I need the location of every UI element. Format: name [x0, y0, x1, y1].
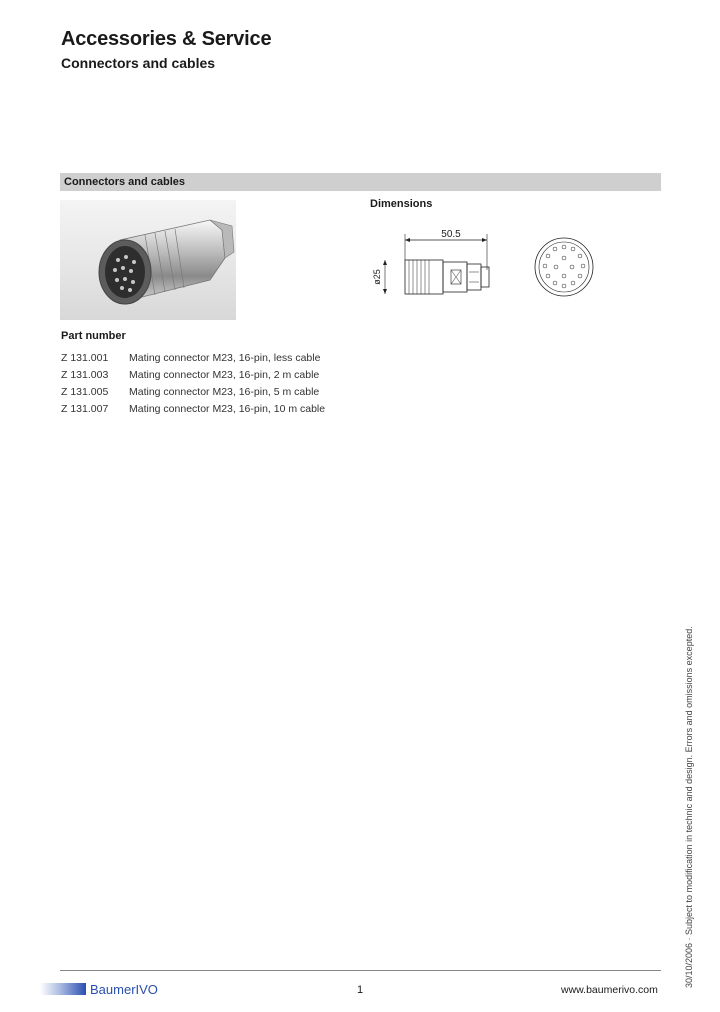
- page-subtitle: Connectors and cables: [61, 55, 216, 71]
- part-list: [61, 350, 325, 418]
- logo-text: BaumerIVO: [90, 981, 158, 997]
- part-description: Mating connector M23, 16-pin, 2 m cable: [129, 369, 320, 381]
- section-header: [60, 173, 661, 191]
- part-code: Z 131.001: [61, 352, 109, 364]
- part-description: Mating connector M23, 16-pin, 10 m cable: [129, 403, 326, 415]
- legal-note: 30/10/2006 · Subject to modification in technic and design. Errors and omissions excepted.: [684, 626, 694, 988]
- list-item: [61, 350, 325, 367]
- pin-layout-drawing: [533, 236, 595, 298]
- list-item: [61, 384, 325, 401]
- page-number: 1: [357, 984, 364, 996]
- diameter-dimension: ø25: [372, 269, 382, 285]
- logo-bars-icon: [40, 983, 86, 995]
- part-code: Z 131.007: [61, 403, 109, 415]
- part-description: Mating connector M23, 16-pin, 5 m cable: [129, 386, 320, 398]
- brand-logo: [40, 980, 158, 998]
- list-item: [61, 367, 325, 384]
- dimension-drawing: [365, 222, 500, 302]
- list-item: [61, 401, 325, 418]
- connector-photo: [60, 200, 236, 320]
- connector-illustration: [60, 200, 236, 320]
- part-code: Z 131.005: [61, 386, 109, 398]
- part-number-heading: Part number: [61, 330, 126, 342]
- length-dimension: 50.5: [441, 229, 461, 240]
- part-description: Mating connector M23, 16-pin, less cable: [129, 352, 321, 364]
- dimensions-label: Dimensions: [370, 198, 433, 210]
- part-code: Z 131.003: [61, 369, 109, 381]
- page-title: Accessories & Service: [61, 28, 272, 50]
- section-title: Connectors and cables: [64, 176, 186, 188]
- footer-divider: [60, 970, 661, 971]
- website-link[interactable]: www.baumerivo.com: [561, 984, 658, 996]
